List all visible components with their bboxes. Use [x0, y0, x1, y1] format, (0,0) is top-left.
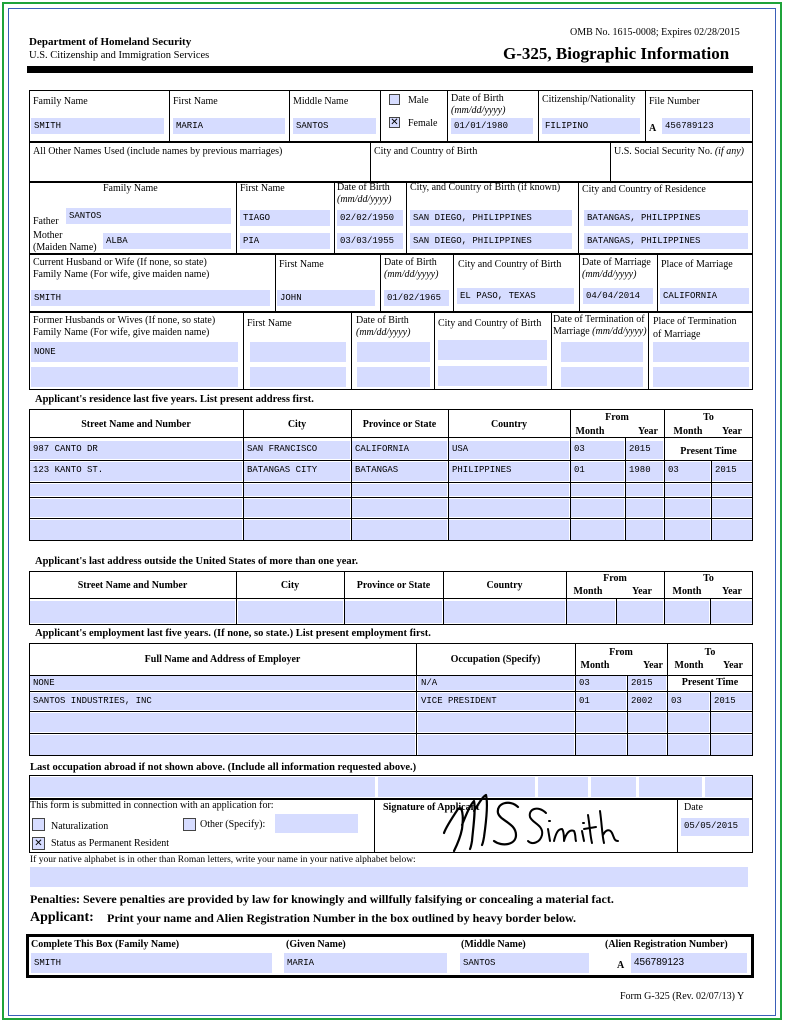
employment-row-3-to-month[interactable] [668, 713, 709, 732]
employment-row-4-to-year[interactable] [711, 735, 752, 755]
ssn-note: (if any) [714, 146, 744, 157]
middle-name-label: Middle Name [293, 96, 349, 107]
outside-section-title: Applicant's last address outside the United States of more than one year. [35, 556, 358, 567]
former-family-label: Family Name (For wife, give maiden name) [33, 327, 210, 338]
termination-date-field-2[interactable] [561, 367, 643, 387]
outside-to-month-field[interactable] [665, 601, 709, 623]
residence-col-street: Street Name and Number [81, 419, 191, 430]
residence-row-5-province[interactable] [352, 520, 447, 540]
spouse-birth-field[interactable]: EL PASO, TEXAS [457, 288, 574, 304]
former-family-field-2[interactable] [31, 367, 238, 387]
outside-from-month-field[interactable] [567, 601, 615, 623]
employment-row-1-employer[interactable]: NONE [30, 676, 415, 690]
dob-format: (mm/dd/yyyy) [451, 105, 506, 116]
outside-country-field[interactable] [444, 601, 565, 623]
employment-from-month: Month [580, 660, 610, 671]
residence-row-4-street[interactable] [30, 499, 242, 517]
residence-row-4-from-month[interactable] [571, 499, 624, 517]
former-dob-field-2[interactable] [357, 367, 430, 387]
employment-row-2-to-month[interactable]: 03 [668, 693, 709, 710]
residence-row-3-to-year[interactable] [712, 484, 752, 496]
outside-city-field[interactable] [238, 601, 343, 623]
residence-row-2-to-year[interactable]: 2015 [712, 462, 752, 481]
former-first-field-1[interactable] [250, 342, 346, 362]
residence-row-1-country[interactable]: USA [449, 441, 569, 459]
residence-row-1-street[interactable]: 987 CANTO DR [30, 441, 242, 459]
outside-street-field[interactable] [30, 601, 235, 623]
sub-agency-name: U.S. Citizenship and Immigration Services [29, 50, 210, 61]
residence-to-year: Year [722, 426, 742, 437]
native-alphabet-field[interactable] [30, 867, 748, 887]
agency-name: Department of Homeland Security [29, 36, 192, 48]
signature-label: Signature of Applicant [383, 802, 480, 813]
complete-box-alien-field[interactable]: 456789123 [631, 953, 747, 973]
residence-to-month: Month [673, 426, 703, 437]
former-family-field-1[interactable]: NONE [31, 342, 238, 362]
residence-row-4-country[interactable] [449, 499, 569, 517]
termination-place-label-2: of Marriage [653, 329, 701, 340]
residence-row-3-street[interactable] [30, 484, 242, 496]
employment-row-3-employer[interactable] [30, 713, 415, 732]
residence-from-month: Month [575, 426, 605, 437]
residence-present-time: Present Time [680, 446, 737, 457]
residence-row-2-from-year[interactable]: 1980 [626, 462, 663, 481]
mother-residence-field[interactable]: BATANGAS, PHILIPPINES [584, 233, 748, 249]
complete-box-family-label: Complete This Box (Family Name) [31, 939, 180, 950]
employment-row-4-from-month[interactable] [576, 735, 626, 755]
residence-row-1-from-month[interactable]: 03 [571, 441, 624, 459]
female-label: Female [408, 118, 438, 129]
outside-col-from: From [603, 573, 627, 584]
spouse-dob-format: (mm/dd/yyyy) [384, 269, 439, 280]
employment-row-1-from-year[interactable]: 2015 [628, 676, 666, 690]
marriage-place-field[interactable]: CALIFORNIA [660, 288, 749, 304]
female-checkbox[interactable]: ✕ [390, 117, 399, 128]
form-title: G-325, Biographic Information [503, 44, 730, 63]
residence-from-year: Year [638, 426, 658, 437]
employment-row-4-to-month[interactable] [668, 735, 709, 755]
mother-birth-field[interactable]: SAN DIEGO, PHILIPPINES [410, 233, 572, 249]
residence-row-2-from-month[interactable]: 01 [571, 462, 624, 481]
employment-present-time: Present Time [681, 677, 739, 688]
residence-row-5-city[interactable] [244, 520, 350, 540]
omb-number: OMB No. 1615-0008; Expires 02/28/2015 [570, 27, 740, 38]
employment-to-year: Year [723, 660, 743, 671]
header-rule [27, 66, 753, 73]
permanent-resident-checkbox[interactable]: ✕ [32, 837, 45, 850]
outside-to-year-field[interactable] [711, 601, 752, 623]
residence-row-4-from-year[interactable] [626, 499, 663, 517]
city-country-birth-label: City and Country of Birth [374, 146, 478, 157]
employment-to-month: Month [674, 660, 704, 671]
outside-from-month: Month [573, 586, 603, 597]
citizenship-label: Citizenship/Nationality [542, 94, 636, 105]
penalties-text: Penalties: Severe penalties are provided by law for knowingly and willfully falsifying or concealing a material fact. [30, 892, 614, 906]
former-spouse-label: Former Husbands or Wives (If none, so state) [33, 315, 216, 326]
employment-row-3-from-year[interactable] [628, 713, 666, 732]
outside-col-country: Country [486, 580, 523, 591]
ssn-label: U.S. Social Security No. [614, 146, 713, 157]
employment-col-from: From [609, 647, 633, 658]
maiden-name-label: (Maiden Name) [33, 242, 97, 253]
abroad-to-month-field[interactable] [639, 777, 702, 797]
mother-dob-field[interactable]: 03/03/1955 [337, 233, 403, 249]
residence-row-5-street[interactable] [30, 520, 242, 540]
residence-row-3-to-month[interactable] [665, 484, 710, 496]
father-residence-field[interactable]: BATANGAS, PHILIPPINES [584, 210, 748, 226]
former-birth-field-2[interactable] [438, 366, 547, 386]
complete-box-given-label: (Given Name) [286, 939, 346, 950]
residence-row-2-province[interactable]: BATANGAS [352, 462, 447, 481]
outside-to-year: Year [722, 586, 742, 597]
former-dob-format: (mm/dd/yyyy) [356, 327, 411, 338]
complete-box-family-field[interactable]: SMITH [31, 953, 272, 973]
naturalization-checkbox[interactable] [32, 818, 45, 831]
mother-first-field[interactable]: PIA [240, 233, 330, 249]
former-dob-field-1[interactable] [357, 342, 430, 362]
date-label: Date [684, 802, 703, 813]
termination-place-field-2[interactable] [653, 367, 749, 387]
residence-section-title: Applicant's residence last five years. List present address first. [35, 394, 314, 405]
marriage-date-format: (mm/dd/yyyy) [582, 269, 637, 280]
parents-dob-format: (mm/dd/yyyy) [337, 194, 392, 205]
former-first-field-2[interactable] [250, 367, 346, 387]
father-first-field[interactable]: TIAGO [240, 210, 330, 226]
outside-to-month: Month [672, 586, 702, 597]
citizenship-field[interactable]: FILIPINO [542, 118, 640, 134]
employment-row-3-to-year[interactable] [711, 713, 752, 732]
permanent-resident-label: Status as Permanent Resident [51, 838, 170, 849]
father-family-field[interactable]: SANTOS [66, 208, 231, 224]
residence-row-4-to-month[interactable] [665, 499, 710, 517]
employment-row-2-occupation[interactable]: VICE PRESIDENT [418, 693, 574, 710]
residence-row-3-province[interactable] [352, 484, 447, 496]
residence-row-3-country[interactable] [449, 484, 569, 496]
parents-first-name-label: First Name [240, 183, 285, 194]
complete-box-alien-prefix: A [617, 960, 625, 971]
marriage-place-label: Place of Marriage [661, 259, 733, 270]
former-first-name-label: First Name [247, 318, 292, 329]
residence-row-2-street[interactable]: 123 KANTO ST. [30, 462, 242, 481]
dob-field[interactable]: 01/01/1980 [451, 118, 533, 134]
employment-from-year: Year [643, 660, 663, 671]
parents-birth-label: City, and Country of Birth (if known) [410, 182, 561, 193]
spouse-family-label: Family Name (For wife, give maiden name) [33, 269, 210, 280]
spouse-first-name-label: First Name [279, 259, 324, 270]
other-specify-field[interactable] [275, 814, 358, 833]
employment-row-2-to-year[interactable]: 2015 [711, 693, 752, 710]
residence-col-from: From [605, 412, 629, 423]
applicant-heading: Applicant: [30, 910, 94, 925]
employment-row-1-from-month[interactable]: 03 [576, 676, 626, 690]
employment-row-2-from-month[interactable]: 01 [576, 693, 626, 710]
residence-col-country: Country [490, 419, 528, 430]
outside-col-city: City [280, 580, 300, 591]
termination-place-label: Place of Termination [653, 316, 737, 327]
residence-row-1-city[interactable]: SAN FRANCISCO [244, 441, 350, 459]
complete-box-given-field[interactable]: MARIA [284, 953, 447, 973]
employment-section-title: Applicant's employment last five years. (If none, so state.) List present employment first. [35, 628, 431, 639]
residence-row-1-from-year[interactable]: 2015 [626, 441, 663, 459]
father-label: Father [33, 216, 59, 227]
employment-row-2-from-year[interactable]: 2002 [628, 693, 666, 710]
residence-row-3-from-year[interactable] [626, 484, 663, 496]
employment-col-employer: Full Name and Address of Employer [144, 654, 301, 665]
residence-col-province: Province or State [362, 419, 437, 430]
native-alphabet-label: If your native alphabet is in other than Roman letters, write your name in your native alphabet below: [30, 855, 416, 865]
family-name-label: Family Name [33, 96, 88, 107]
employment-row-4-from-year[interactable] [628, 735, 666, 755]
spouse-label: Current Husband or Wife (If none, so state) [33, 257, 207, 268]
termination-marriage-label: Marriage [553, 326, 590, 337]
marriage-date-field[interactable]: 04/04/2014 [583, 288, 653, 304]
first-name-label: First Name [173, 96, 218, 107]
file-number-prefix: A [649, 123, 657, 134]
outside-from-year: Year [632, 586, 652, 597]
parents-residence-label: City and Country of Residence [582, 184, 706, 195]
spouse-family-field[interactable]: SMITH [31, 290, 270, 306]
employment-row-3-from-month[interactable] [576, 713, 626, 732]
residence-row-5-to-month[interactable] [665, 520, 710, 540]
employment-row-2-employer[interactable]: SANTOS INDUSTRIES, INC [30, 693, 415, 710]
submission-label: This form is submitted in connection with an application for: [30, 800, 274, 811]
residence-row-1-province[interactable]: CALIFORNIA [352, 441, 447, 459]
first-name-field[interactable]: MARIA [173, 118, 285, 134]
residence-row-5-from-month[interactable] [571, 520, 624, 540]
parents-dob-label: Date of Birth [337, 182, 390, 193]
file-number-field[interactable]: 456789123 [662, 118, 750, 134]
employment-row-4-employer[interactable] [30, 735, 415, 755]
residence-col-to: To [703, 412, 714, 423]
employment-col-occupation: Occupation (Specify) [450, 654, 541, 665]
termination-date-field-1[interactable] [561, 342, 643, 362]
complete-box-middle-field[interactable]: SANTOS [460, 953, 589, 973]
residence-row-3-city[interactable] [244, 484, 350, 496]
former-birth-field-1[interactable] [438, 340, 547, 360]
other-label: Other (Specify): [200, 819, 266, 830]
residence-row-4-to-year[interactable] [712, 499, 752, 517]
termination-date-format: (mm/dd/yyyy) [592, 326, 647, 337]
residence-row-4-province[interactable] [352, 499, 447, 517]
mother-label: Mother [33, 230, 63, 241]
former-birth-label: City and Country of Birth [438, 318, 542, 329]
marriage-date-label: Date of Marriage [582, 257, 651, 268]
spouse-first-field[interactable]: JOHN [277, 290, 375, 306]
residence-row-5-from-year[interactable] [626, 520, 663, 540]
former-dob-label: Date of Birth [356, 315, 409, 326]
termination-place-field-1[interactable] [653, 342, 749, 362]
abroad-to-year-field[interactable] [705, 777, 752, 797]
residence-row-2-to-month[interactable]: 03 [665, 462, 710, 481]
father-dob-field[interactable]: 02/02/1950 [337, 210, 403, 226]
termination-date-label: Date of Termination of [553, 314, 645, 325]
outside-col-province: Province or State [356, 580, 431, 591]
family-name-field[interactable]: SMITH [31, 118, 164, 134]
outside-col-street: Street Name and Number [77, 580, 188, 591]
residence-row-3-from-month[interactable] [571, 484, 624, 496]
parents-family-name-label: Family Name [103, 183, 158, 194]
complete-box-middle-label: (Middle Name) [461, 939, 526, 950]
spouse-dob-field[interactable]: 01/02/1965 [384, 290, 449, 306]
outside-from-year-field[interactable] [617, 601, 663, 623]
residence-row-5-to-year[interactable] [712, 520, 752, 540]
outside-col-to: To [703, 573, 714, 584]
naturalization-label: Naturalization [51, 821, 109, 832]
abroad-section-title: Last occupation abroad if not shown above. (Include all information requested above.) [30, 762, 417, 773]
complete-box-alien-label: (Alien Registration Number) [605, 939, 728, 950]
abroad-employer-field[interactable] [30, 777, 375, 797]
residence-row-2-city[interactable]: BATANGAS CITY [244, 462, 350, 481]
spouse-birth-label: City and Country of Birth [458, 259, 562, 270]
employment-row-1-occupation[interactable]: N/A [418, 676, 574, 690]
residence-row-5-country[interactable] [449, 520, 569, 540]
applicant-instructions: Print your name and Alien Registration Number in the box outlined by heavy border below. [107, 911, 577, 925]
employment-col-to: To [704, 647, 716, 658]
employment-row-4-occupation[interactable] [418, 735, 574, 755]
other-names-label: All Other Names Used (include names by previous marriages) [33, 146, 283, 157]
other-checkbox[interactable] [183, 818, 196, 831]
spouse-dob-label: Date of Birth [384, 257, 437, 268]
male-checkbox[interactable] [389, 94, 400, 105]
outside-province-field[interactable] [345, 601, 442, 623]
dob-label: Date of Birth [451, 93, 504, 104]
employment-row-3-occupation[interactable] [418, 713, 574, 732]
residence-row-4-city[interactable] [244, 499, 350, 517]
signature-date-field[interactable]: 05/05/2015 [681, 818, 749, 836]
father-birth-field[interactable]: SAN DIEGO, PHILIPPINES [410, 210, 572, 226]
residence-col-city: City [287, 419, 307, 430]
applicant-signature [440, 785, 625, 860]
middle-name-field[interactable]: SANTOS [293, 118, 376, 134]
male-label: Male [408, 95, 429, 106]
file-number-label: File Number [649, 96, 700, 107]
form-revision: Form G-325 (Rev. 02/07/13) Y [620, 991, 745, 1002]
mother-family-field[interactable]: ALBA [103, 233, 231, 249]
residence-row-2-country[interactable]: PHILIPPINES [449, 462, 569, 481]
